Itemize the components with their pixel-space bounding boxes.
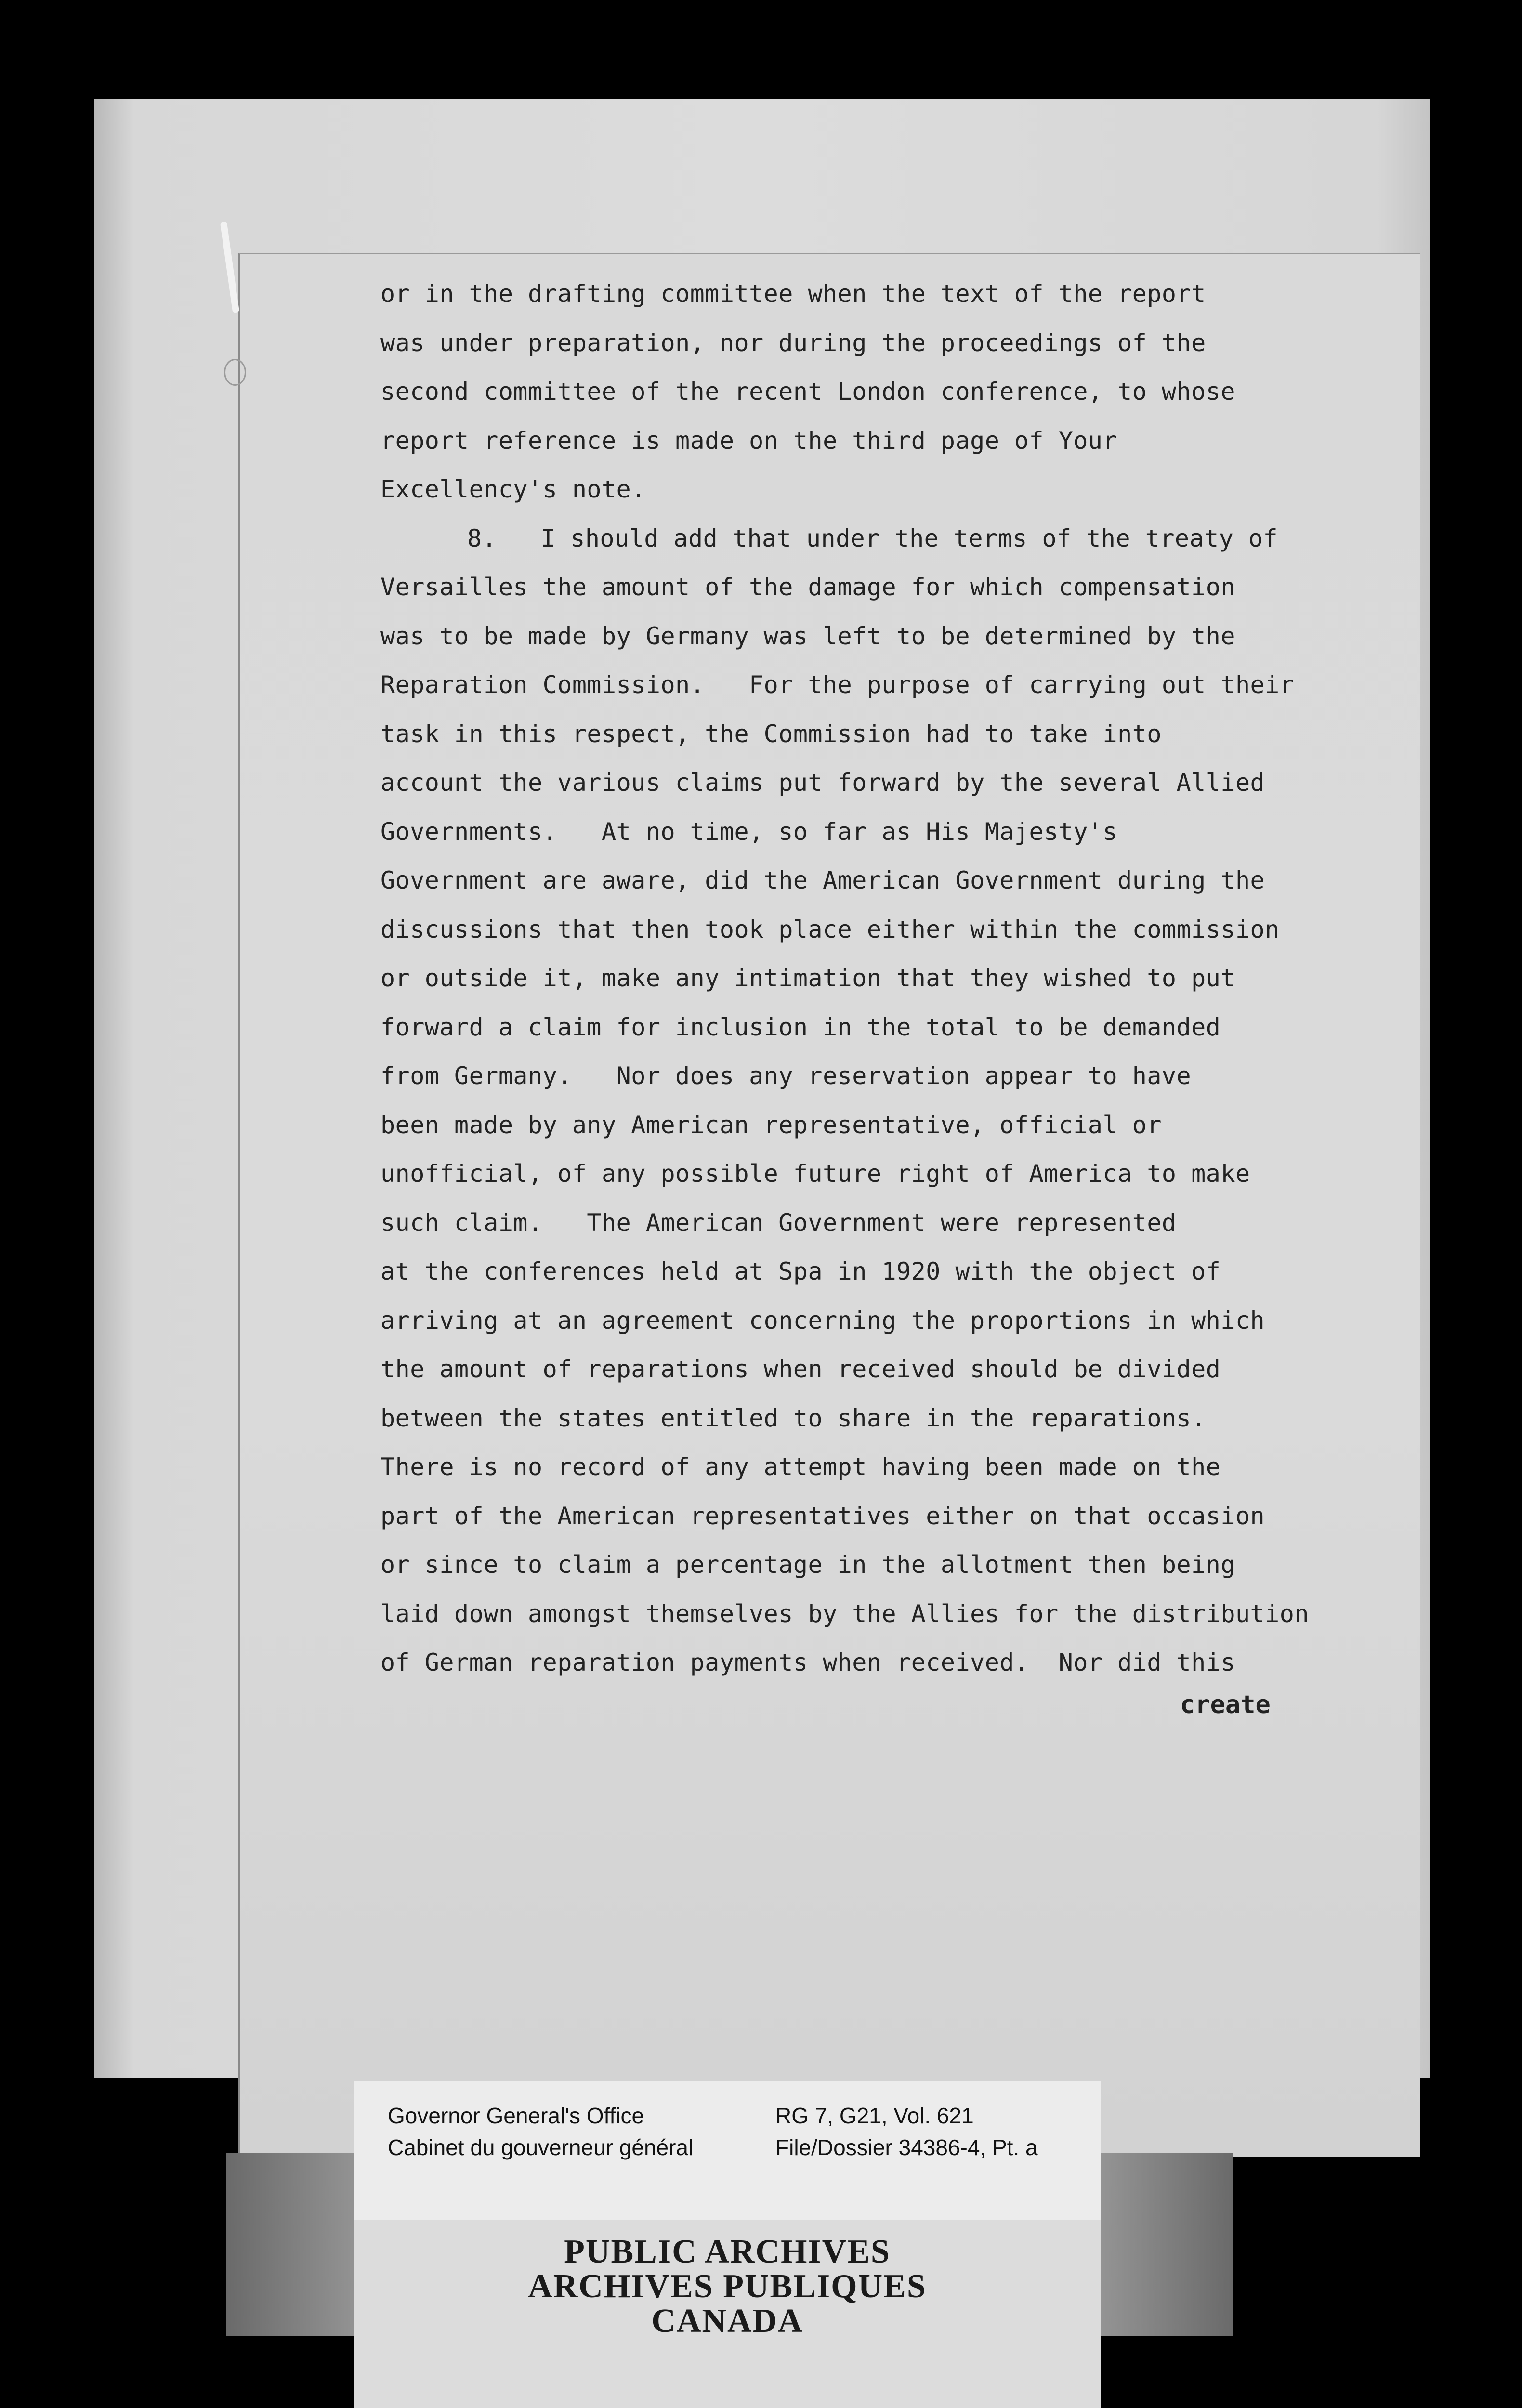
archive-label — [354, 2081, 1101, 2220]
office-en: Governor General's Office — [388, 2103, 644, 2128]
text-line: Governments. At no time, so far as His Majesty's — [380, 817, 1118, 846]
text-line: between the states entitled to share in the reparations. — [380, 1404, 1206, 1432]
text-line: was under preparation, nor during the proceedings of the — [380, 328, 1206, 357]
text-line: part of the American representatives either on that occasion — [380, 1502, 1265, 1530]
label-reference — [775, 2100, 1038, 2163]
text-line: account the various claims put forward by the several Allied — [380, 769, 1265, 797]
text-line: Versailles the amount of the damage for which compensation — [380, 573, 1235, 601]
stamp-line-1: PUBLIC ARCHIVES — [564, 2233, 891, 2270]
punch-hole — [224, 359, 246, 386]
text-line: report reference is made on the third page of Your — [380, 426, 1118, 455]
text-line: There is no record of any attempt having been made on the — [380, 1453, 1221, 1481]
text-line: of German reparation payments when received. Nor did this — [380, 1649, 1235, 1676]
text-line: such claim. The American Government were represented — [380, 1208, 1177, 1237]
catchword: create — [1180, 1690, 1271, 1719]
archives-stamp — [354, 2220, 1101, 2408]
text-line: Excellency's note. — [380, 475, 646, 503]
record-group: RG 7, G21, Vol. 621 — [775, 2103, 974, 2128]
text-line: arriving at an agreement concerning the proportions in which — [380, 1306, 1265, 1335]
text-line: Government are aware, did the American Government during the — [380, 866, 1265, 894]
stamp-line-2: ARCHIVES PUBLIQUES — [528, 2268, 927, 2305]
text-line: been made by any American representative, official or — [380, 1111, 1162, 1139]
text-line: task in this respect, the Commission had to take into — [380, 720, 1162, 748]
text-line: laid down amongst themselves by the Allies for the distribution — [380, 1599, 1309, 1628]
office-fr: Cabinet du gouverneur général — [388, 2135, 694, 2160]
text-line: was to be made by Germany was left to be determined by the — [380, 622, 1235, 650]
text-line: Reparation Commission. For the purpose of carrying out their — [380, 671, 1295, 699]
text-line: the amount of reparations when received should be divided — [380, 1355, 1221, 1383]
stamp-text — [354, 2235, 1101, 2339]
typed-text-block — [380, 270, 1309, 1688]
text-line: at the conferences held at Spa in 1920 with the object of — [380, 1257, 1221, 1285]
label-office — [388, 2100, 693, 2163]
text-line: unofficial, of any possible future right of America to make — [380, 1160, 1250, 1188]
paragraph-8-start: 8. I should add that under the terms of the treaty of — [467, 524, 1278, 552]
text-line: second committee of the recent London conference, to whose — [380, 378, 1235, 406]
text-line: forward a claim for inclusion in the total to be demanded — [380, 1013, 1221, 1041]
text-line: from Germany. Nor does any reservation appear to have — [380, 1062, 1192, 1090]
stamp-line-3: CANADA — [651, 2303, 803, 2340]
text-line: or since to claim a percentage in the allotment then being — [380, 1551, 1235, 1579]
file-reference: File/Dossier 34386-4, Pt. a — [775, 2135, 1038, 2160]
text-line: discussions that then took place either within the commission — [380, 915, 1280, 943]
text-line: or outside it, make any intimation that they wished to put — [380, 964, 1235, 992]
text-line: or in the drafting committee when the text of the report — [380, 280, 1206, 308]
